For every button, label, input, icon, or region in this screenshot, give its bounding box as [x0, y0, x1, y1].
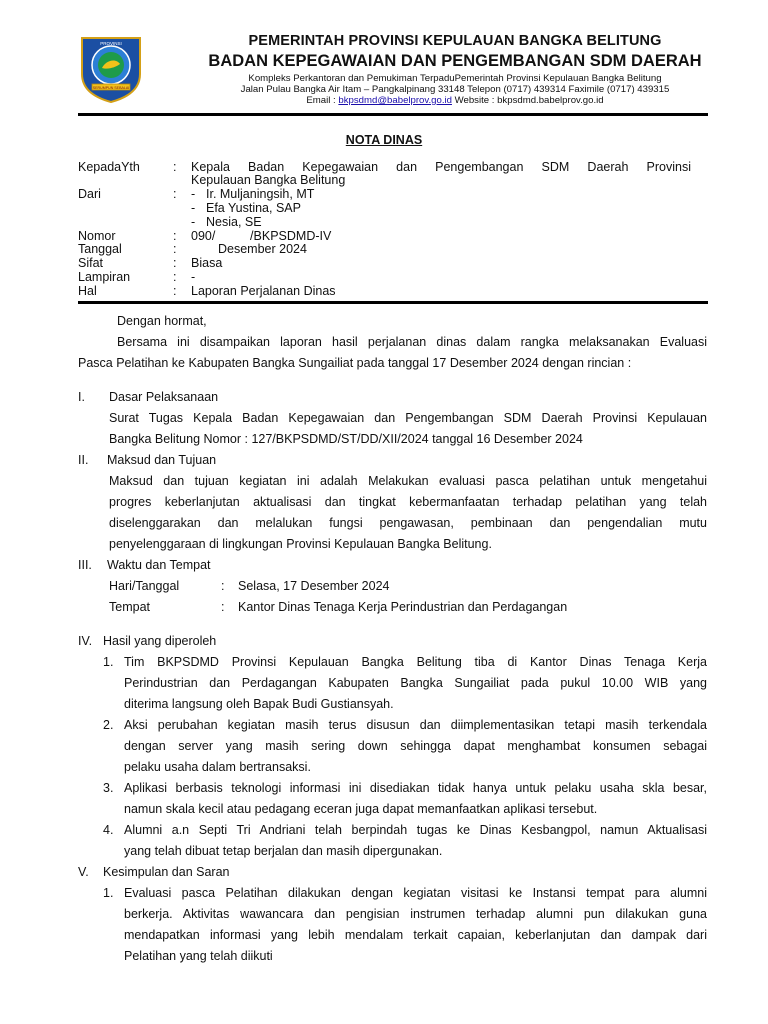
section-2-number: II.: [78, 453, 89, 467]
section-5-title: Kesimpulan dan Saran: [103, 865, 230, 879]
document-title: NOTA DINAS: [345, 133, 423, 147]
section-1-title: Dasar Pelaksanaan: [109, 390, 219, 404]
tempat-colon: :: [221, 600, 225, 614]
kepada-label: KepadaYth: [78, 160, 140, 174]
email-prefix: Email :: [306, 95, 339, 106]
conclusion-1-line-4: Pelatihan yang telah diikuti: [124, 949, 273, 963]
section-2-title: Maksud dan Tujuan: [107, 453, 217, 467]
website-text: Website : bkpsdmd.babelprov.go.id: [451, 95, 604, 106]
result-2-line-3: pelaku usaha dalam bertransaksi.: [124, 760, 311, 774]
kepada-colon: :: [173, 160, 177, 174]
result-1-line-2: Perindustrian dan Perdagangan Kabupaten Bangka Sungailiat pada pukul 10.00 WIB yang: [124, 676, 707, 690]
section-4-title: Hasil yang diperoleh: [103, 634, 217, 648]
conclusion-1-line-2: berkerja. Aktivitas wawancara dan pengisian instrumen terhadap alumni pun dilakukan guna: [124, 907, 707, 921]
section-5-number: V.: [78, 865, 89, 879]
sifat-colon: :: [173, 256, 177, 270]
logo-text-top: PROVINSI: [100, 41, 122, 46]
letterhead-agency: BADAN KEPEGAWAIAN DAN PENGEMBANGAN SDM DAERAH: [208, 52, 702, 70]
letterhead-contact: [150, 95, 760, 106]
letterhead-government: PEMERINTAH PROVINSI KEPULAUAN BANGKA BELITUNG: [248, 33, 662, 49]
result-3-line-2: namun skala kecil atau pedagang eceran juga dapat memanfaatkan aplikasi tersebut.: [124, 802, 598, 816]
section-3-number: III.: [78, 558, 92, 572]
meta-divider: [78, 301, 708, 304]
tempat-label: Tempat: [109, 600, 150, 614]
tempat-value: Kantor Dinas Tenaga Kerja Perindustrian dan Perdagangan: [238, 600, 568, 614]
result-4-line-2: yang telah dibuat tetap berjalan dan masih dipergunakan.: [124, 844, 443, 858]
section-2-line-4: penyelenggaraan di lingkungan Provinsi Kepulauan Bangka Belitung.: [109, 537, 492, 551]
dari-dash: -: [191, 215, 196, 229]
nomor-label: Nomor: [78, 229, 116, 243]
section-4-number: IV.: [78, 634, 93, 648]
letterhead-divider: [78, 113, 708, 116]
hal-colon: :: [173, 284, 177, 298]
dari-dash: -: [191, 187, 196, 201]
section-1-line-2: Bangka Belitung Nomor : 127/BKPSDMD/ST/DD/XII/2024 tanggal 16 Desember 2024: [109, 432, 583, 446]
hari-label: Hari/Tanggal: [109, 579, 180, 593]
hal-label: Hal: [78, 284, 97, 298]
logo-banner-text: SERUMPUN SEBALAI: [92, 86, 130, 90]
section-1-number: I.: [78, 390, 85, 404]
kepada-value-line1: Kepala Badan Kepegawaian dan Pengembangan SDM Daerah Provinsi: [191, 160, 691, 174]
kepada-value-line2: Kepulauan Bangka Belitung: [191, 173, 346, 187]
dari-colon: :: [173, 187, 177, 201]
email-link[interactable]: bkpsdmd@babelprov.go.id: [338, 95, 452, 106]
intro-line-1: Bersama ini disampaikan laporan hasil perjalanan dinas dalam rangka melaksanakan Evaluasi: [117, 335, 707, 349]
nomor-value: 090/ /BKPSDMD-IV: [191, 229, 332, 243]
sifat-value: Biasa: [191, 256, 223, 270]
hari-colon: :: [221, 579, 225, 593]
tanggal-value: Desember 2024: [218, 242, 307, 256]
hal-value: Laporan Perjalanan Dinas: [191, 284, 336, 298]
result-3-line-1: Aplikasi berbasis teknologi informasi ini disediakan tidak hanya untuk pelaku usaha skla besar,: [124, 781, 707, 795]
result-1-line-3: diterima langsung oleh Bapak Budi Gustiansyah.: [124, 697, 394, 711]
result-2-line-1: Aksi perubahan kegiatan masih terus disusun dan diimplementasikan tetapi masih terkendala: [124, 718, 707, 732]
result-1-line-1: Tim BKPSDMD Provinsi Kepulauan Bangka Belitung tiba di Kantor Dinas Tenaga Kerja: [124, 655, 707, 669]
result-4-line-1: Alumni a.n Septi Tri Andriani telah berpindah tugas ke Dinas Kesbangpol, namun Aktualisasi: [124, 823, 707, 837]
provincial-emblem-logo: [78, 34, 144, 104]
dari-name-3: Nesia, SE: [206, 215, 262, 229]
tanggal-label: Tanggal: [78, 242, 122, 256]
result-4-number: 4.: [103, 823, 114, 837]
dari-dash: -: [191, 201, 196, 215]
section-2-line-3: diselenggarakan dan melalukan fungsi pengawasan, pembinaan dan pengendalian mutu: [109, 516, 707, 530]
intro-line-2: Pasca Pelatihan ke Kabupaten Bangka Sungailiat pada tanggal 17 Desember 2024 dengan rincian :: [78, 356, 632, 370]
result-3-number: 3.: [103, 781, 114, 795]
lampiran-label: Lampiran: [78, 270, 131, 284]
dari-name-2: Efa Yustina, SAP: [206, 201, 301, 215]
section-3-title: Waktu dan Tempat: [107, 558, 211, 572]
result-2-number: 2.: [103, 718, 114, 732]
tanggal-colon: :: [173, 242, 177, 256]
conclusion-1-line-1: Evaluasi pasca Pelatihan dilakukan dengan kegiatan visitasi ke Instansi tempat para alumni: [124, 886, 707, 900]
salutation: Dengan hormat,: [117, 314, 207, 328]
result-2-line-2: dengan server yang masih sering down sehingga dapat menghambat konsumen sebagai: [124, 739, 707, 753]
section-2-line-2: progres keberlanjutan aktualisasi dan tingkat kebermanfaatan terhadap pelatihan yang telah: [109, 495, 707, 509]
dari-label: Dari: [78, 187, 101, 201]
sifat-label: Sifat: [78, 256, 104, 270]
letterhead-address-1: Kompleks Perkantoran dan Pemukiman TerpaduPemerintah Provinsi Kepulauan Bangka Belitung: [248, 73, 662, 84]
hari-value: Selasa, 17 Desember 2024: [238, 579, 390, 593]
conclusion-1-line-3: mendapatkan informasi yang lebih mendalam terkait capaian, keberlanjutan dan dampak dari: [124, 928, 707, 942]
nomor-colon: :: [173, 229, 177, 243]
conclusion-1-number: 1.: [103, 886, 114, 900]
lampiran-colon: :: [173, 270, 177, 284]
lampiran-value: -: [191, 270, 196, 284]
section-2-line-1: Maksud dan tujuan kegiatan ini adalah Melakukan evaluasi pasca pelatihan untuk mengetahui: [109, 474, 707, 488]
section-1-line-1: Surat Tugas Kepala Badan Kepegawaian dan Pengembangan SDM Daerah Provinsi Kepulauan: [109, 411, 707, 425]
letterhead-address-2: Jalan Pulau Bangka Air Itam – Pangkalpinang 33148 Telepon (0717) 439314 Faximile (0717) 439315: [240, 84, 670, 95]
result-1-number: 1.: [103, 655, 114, 669]
dari-name-1: Ir. Muljaningsih, MT: [206, 187, 315, 201]
